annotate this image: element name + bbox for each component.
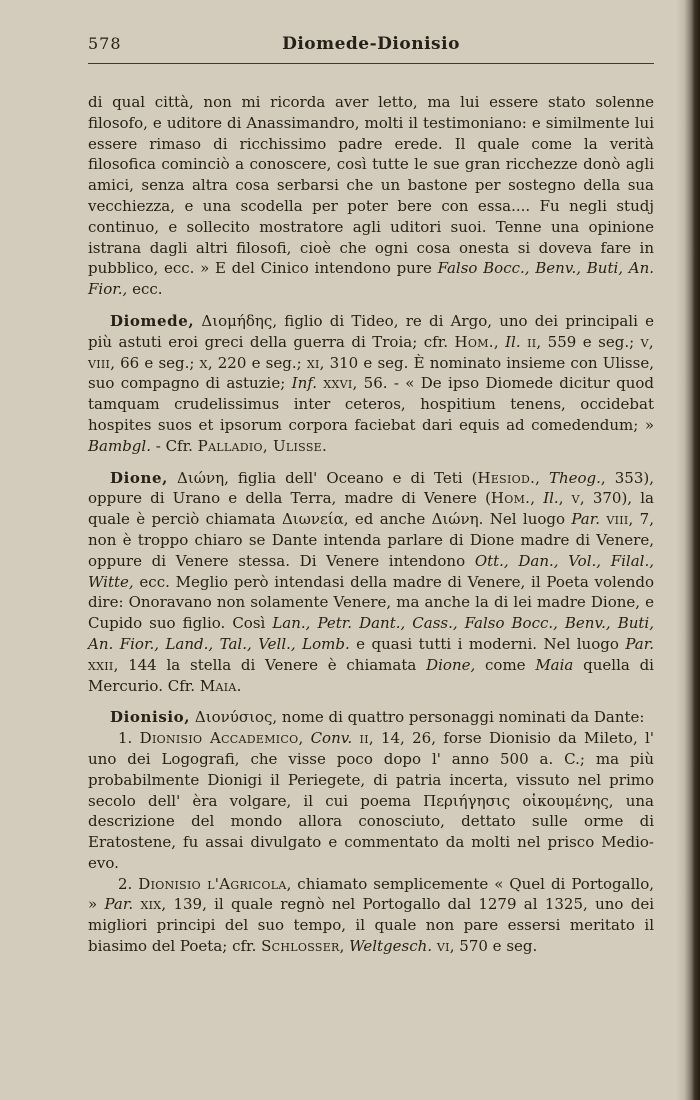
text-segment: Palladio, Ulisse (197, 436, 322, 455)
text-segment: . (236, 676, 242, 695)
text-segment: Diomede, (110, 311, 195, 330)
text-segment: , (298, 729, 311, 748)
text-segment: x (199, 353, 208, 372)
text-segment: Hom. (454, 332, 494, 351)
paragraph-dionisio-item-1 (88, 728, 654, 874)
text-segment: Διώνη, figlia dell' Oceano e di Teti ( (167, 468, 478, 487)
text-segment: - Cfr. (150, 436, 198, 455)
text-segment: . (321, 436, 327, 455)
text-segment: , 7, non è troppo chiaro se Dante intenda parlare di Dione madre di Venere, oppure di Venere stessa. Di Venere intendono (88, 510, 654, 570)
paragraph-dione-entry (88, 468, 654, 697)
paragraph-cynic-continuation (88, 92, 654, 300)
text-segment: , (535, 468, 549, 487)
text-segment: viii (606, 510, 629, 529)
page-header (88, 34, 654, 56)
text-segment: , 220 e seg.; (207, 353, 307, 372)
text-segment: Schlosser (261, 937, 340, 956)
text-segment: , (493, 332, 506, 351)
text-segment: , chiamato semplicemente « Quel di Portogallo, » (88, 874, 654, 914)
text-segment: , 570 e seg. (449, 937, 538, 956)
text-segment: Dione, (110, 468, 168, 487)
text-segment: , 56. - « De ipso Diomede dicitur quod tamquam crudelissimus inter ceteros, hospitium tenens, occidebat hospites suos et ipsorum corpora faciebat dari equis ad comedendum; » (88, 374, 654, 434)
text-segment: Par. (625, 634, 654, 653)
text-segment: , 370), la quale è perciò chiamata Διωνεία, ed anche Διώνη. Nel luogo (88, 489, 654, 529)
text-segment (352, 729, 359, 747)
text-segment: Dionisio l'Agricola (138, 874, 287, 893)
text-segment: vi (436, 937, 450, 956)
text-segment: Theog. (548, 468, 601, 487)
text-segment: Dionisio Accademico (139, 729, 299, 748)
text-segment: , (530, 489, 544, 508)
text-segment: Maia (535, 655, 574, 674)
text-segment: , (558, 489, 572, 508)
text-segment: Il. (505, 332, 521, 351)
header-rule (88, 63, 654, 64)
text-segment: xi (306, 353, 320, 372)
text-segment: ii (359, 729, 369, 748)
text-segment: di qual città, non mi ricorda aver letto, ma lui essere stato solenne filosofo, e uditore di Anassimandro, molti il testimoniano: e similmente lui essere rimaso di ricchissimo padre erede. Il quale come la verità filosofica cominciò a conoscere, così tutte le sue gran ricchezze donò agli amici, senza altra cosa serbarsi che un bastone per sostegno della sua vecchiezza, e una scodella per poter bere con essa.... Fu negli studj continuo, e sollecito mostratore agli uditori suoi. Tenne una opinione istrana dagli altri filosofi, cioè che ogni cosa onesta si doveva fare in pubblico, ecc. » E del Cinico intendono pure (88, 93, 654, 278)
text-segment: ecc. (127, 280, 163, 299)
text-segment: , 139, il quale regnò nel Portogallo dal 1279 al 1325, uno dei migliori principi del suo tempo, il quale non pare essersi meritato il biasimo del Poeta; cfr. (88, 895, 654, 956)
text-segment: come (475, 655, 536, 674)
text-segment: xxvi (323, 374, 353, 393)
text-segment: Hesiod. (477, 468, 536, 487)
page-number: 578 (88, 34, 122, 53)
paragraph-diomede-entry (88, 311, 654, 457)
text-segment: Dionisio, (110, 708, 191, 727)
text-segment: ecc. Meglio però intendasi della madre di Venere, il Poeta volendo dire: Onoravano non solamente Venere, ma anche la di lei madre Dione, e Cupido suo figlio. Così (88, 572, 654, 633)
text-segment: Dione, (426, 655, 476, 674)
paragraph-dionisio-entry (88, 707, 654, 728)
paragraph-dionisio-item-2 (88, 874, 654, 957)
text-segment: 1. (118, 729, 140, 748)
text-segment: Maia (199, 676, 237, 695)
text-segment: Bambgl. (88, 436, 151, 455)
text-segment: Falso Bocc., Benv., Buti, An. Fior., (88, 259, 655, 299)
page-title: Diomede-Dionisio (282, 34, 460, 54)
text-segment: Il. (543, 489, 559, 508)
text-segment: , 66 e seg.; (110, 353, 200, 372)
text-segment: v, viii (88, 332, 654, 372)
text-segment: Hom. (490, 489, 531, 508)
text-segment: Weltgesch. (349, 937, 433, 956)
text-segment: Inf. (291, 374, 318, 393)
text-segment: e quasi tutti i moderni. Nel luogo (349, 634, 626, 653)
text-segment: 2. (118, 874, 139, 893)
text-segment: quella di Mercurio. Cfr. (88, 655, 654, 695)
text-segment: Par. (571, 510, 601, 529)
text-segment: v (571, 489, 580, 508)
text-segment: , 559 e seg.; (536, 332, 641, 351)
text-segment: Ott., Dan., Vol., Filal., Witte, (88, 551, 654, 591)
text-block (88, 92, 654, 957)
text-segment: , 144 la stella di Venere è chiamata (113, 655, 427, 674)
text-segment: xix (140, 895, 162, 914)
text-segment: , 14, 26, forse Dionisio da Mileto, l' uno dei Logografi, che visse poco dopo l' anno 500 a. C.; ma più probabilmente Dionigi il Periegete, di patria incerta, vissuto nel primo secolo dell' èra volgare, il cui poema Περιήγησις οἰκουμένης, una descrizione del mondo allora conosciuto, dettato sulle orme di Eratostene, fu assai divulgato e commentato da molti nel prisco Medio-evo. (88, 729, 654, 872)
text-segment: xxii (88, 655, 114, 674)
text-segment: ii (527, 332, 537, 351)
text-segment: Par. (104, 895, 134, 914)
text-segment: , 310 e seg. È nominato insieme con Ulisse, suo compagno di astuzie; (88, 353, 654, 393)
text-segment: Διονύσιος, nome di quattro personaggi nominati da Dante: (190, 708, 645, 727)
text-segment: , (339, 937, 350, 956)
text-segment: Conv. (310, 729, 353, 748)
text-segment: , 353), oppure di Urano e della Terra, madre di Venere ( (88, 468, 654, 508)
text-segment: Lan., Petr. Dant., Cass., Falso Bocc., Benv., Buti, An. Fior., Land., Tal., Vell., Lomb. (88, 614, 654, 653)
text-segment: Διομήδης, figlio di Tideo, re di Argo, uno dei principali e più astuti eroi greci della guerra di Troia; cfr. (88, 311, 654, 351)
